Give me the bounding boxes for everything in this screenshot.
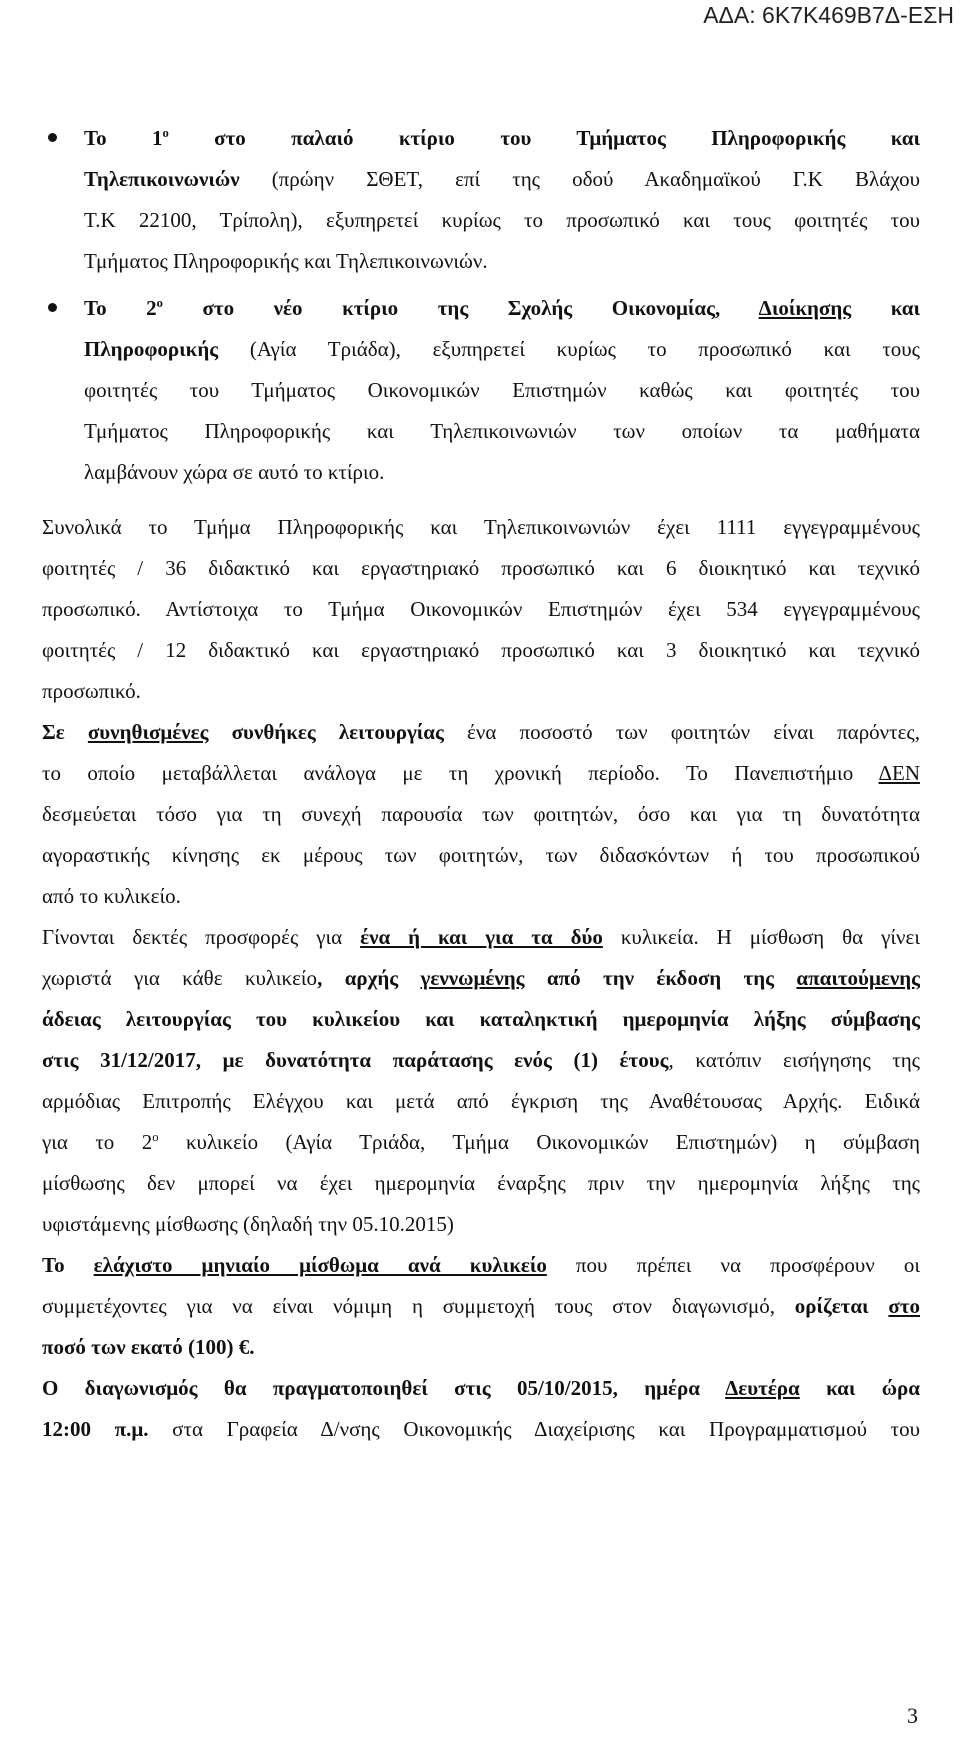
text-line: προσωπικό. Αντίστοιχα το Τμήμα Οικονομικών Επιστημών έχει 534 εγγεγραμμένους [42,597,920,621]
bullet-text [84,118,920,282]
text-line: Το $1^o$ στο παλαιό κτίριο του Τμήματος Πληροφορικής και [84,126,920,150]
ada-header: ΑΔΑ: 6Κ7Κ469Β7Δ-ΕΣΗ [703,2,954,28]
text-line: Το $2^o$ στο νέο κτίριο της Σχολής Οικονομίας, Διοίκησης και [84,296,920,320]
text-line: υφιστάμενης μίσθωσης (δηλαδή την 05.10.2015) [42,1212,454,1236]
page-number: 3 [907,1703,918,1728]
text-line: φοιτητές / 12 διδακτικό και εργαστηριακό προσωπικό και 3 διοικητικό και τεχνικό [42,638,920,662]
paragraph-tender-date [42,1368,920,1450]
text-line: από το κυλικείο. [42,884,181,908]
document-body [42,118,920,1450]
text-line: φοιτητές του Τμήματος Οικονομικών Επιστημών καθώς και φοιτητές του [84,378,920,402]
text-line: δεσμεύεται τόσο για τη συνεχή παρουσία των φοιτητών, όσο και για τη δυνατότητα [42,802,920,826]
text-line: ποσό των εκατό (100) €. [42,1335,255,1359]
text-line: χωριστά για κάθε κυλικείο, αρχής γεννωμένης από την έκδοση της απαιτούμενης [42,966,920,990]
text-line: Ο διαγωνισμός θα πραγματοποιηθεί στις 05/10/2015, ημέρα Δευτέρα και ώρα [42,1376,920,1400]
text-line: 12:00 π.μ. στα Γραφεία Δ/νσης Οικονομικής Διαχείρισης και Προγραμματισμού του [42,1417,920,1441]
text-line: Τηλεπικοινωνιών (πρώην ΣΘΕΤ, επί της οδού Ακαδημαϊκού Γ.Κ Βλάχου [84,167,920,191]
text-line: Το ελάχιστο μηνιαίο μίσθωμα ανά κυλικείο που πρέπει να προσφέρουν οι [42,1253,920,1277]
text-line: Τ.Κ 22100, Τρίπολη), εξυπηρετεί κυρίως το προσωπικό και τους φοιτητές του [84,208,920,232]
text-line: για το $2^o$ κυλικείο (Αγία Τριάδα, Τμήμα Οικονομικών Επιστημών) η σύμβαση [42,1130,920,1154]
paragraph-offers [42,917,920,1245]
text-line: Τμήματος Πληροφορικής και Τηλεπικοινωνιών των οποίων τα μαθήματα [84,419,920,443]
text-line: το οποίο μεταβάλλεται ανάλογα με τη χρονική περίοδο. Το Πανεπιστήμιο ΔΕΝ [42,761,920,785]
text-line: προσωπικό. [42,679,141,703]
text-line: αγοραστικής κίνησης εκ μέρους των φοιτητών, των διδασκόντων ή του προσωπικού [42,843,920,867]
bullet-dot-icon [48,303,57,312]
text-line: αρμόδιας Επιτροπής Ελέγχου και μετά από έγκριση της Αναθέτουσας Αρχής. Ειδικά [42,1089,920,1113]
text-line: Γίνονται δεκτές προσφορές για ένα ή και για τα δύο κυλικεία. Η μίσθωση θα γίνει [42,925,920,949]
text-line: Σε συνηθισμένες συνθήκες λειτουργίας ένα ποσοστό των φοιτητών είναι παρόντες, [42,720,920,744]
text-line: στις 31/12/2017, με δυνατότητα παράτασης ενός (1) έτους, κατόπιν εισήγησης της [42,1048,920,1072]
bullet-text [84,288,920,493]
text-line: Πληροφορικής (Αγία Τριάδα), εξυπηρετεί κυρίως το προσωπικό και τους [84,337,920,361]
paragraph-minimum-rent [42,1245,920,1368]
paragraph-conditions [42,712,920,917]
bullet-item-1 [42,118,920,282]
text-line: λαμβάνουν χώρα σε αυτό το κτίριο. [84,460,385,484]
text-line: μίσθωσης δεν μπορεί να έχει ημερομηνία έναρξης πριν την ημερομηνία λήξης της [42,1171,920,1195]
bullet-dot-icon [48,133,57,142]
bullet-item-2 [42,288,920,493]
text-line: άδειας λειτουργίας του κυλικείου και καταληκτική ημερομηνία λήξης σύμβασης [42,1007,920,1031]
text-line: Συνολικά το Τμήμα Πληροφορικής και Τηλεπικοινωνιών έχει 1111 εγγεγραμμένους [42,515,920,539]
text-line: συμμετέχοντες για να είναι νόμιμη η συμμετοχή τους στον διαγωνισμό, ορίζεται στο [42,1294,920,1318]
text-line: φοιτητές / 36 διδακτικό και εργαστηριακό προσωπικό και 6 διοικητικό και τεχνικό [42,556,920,580]
paragraph-totals [42,507,920,712]
text-line: Τμήματος Πληροφορικής και Τηλεπικοινωνιών. [84,249,488,273]
